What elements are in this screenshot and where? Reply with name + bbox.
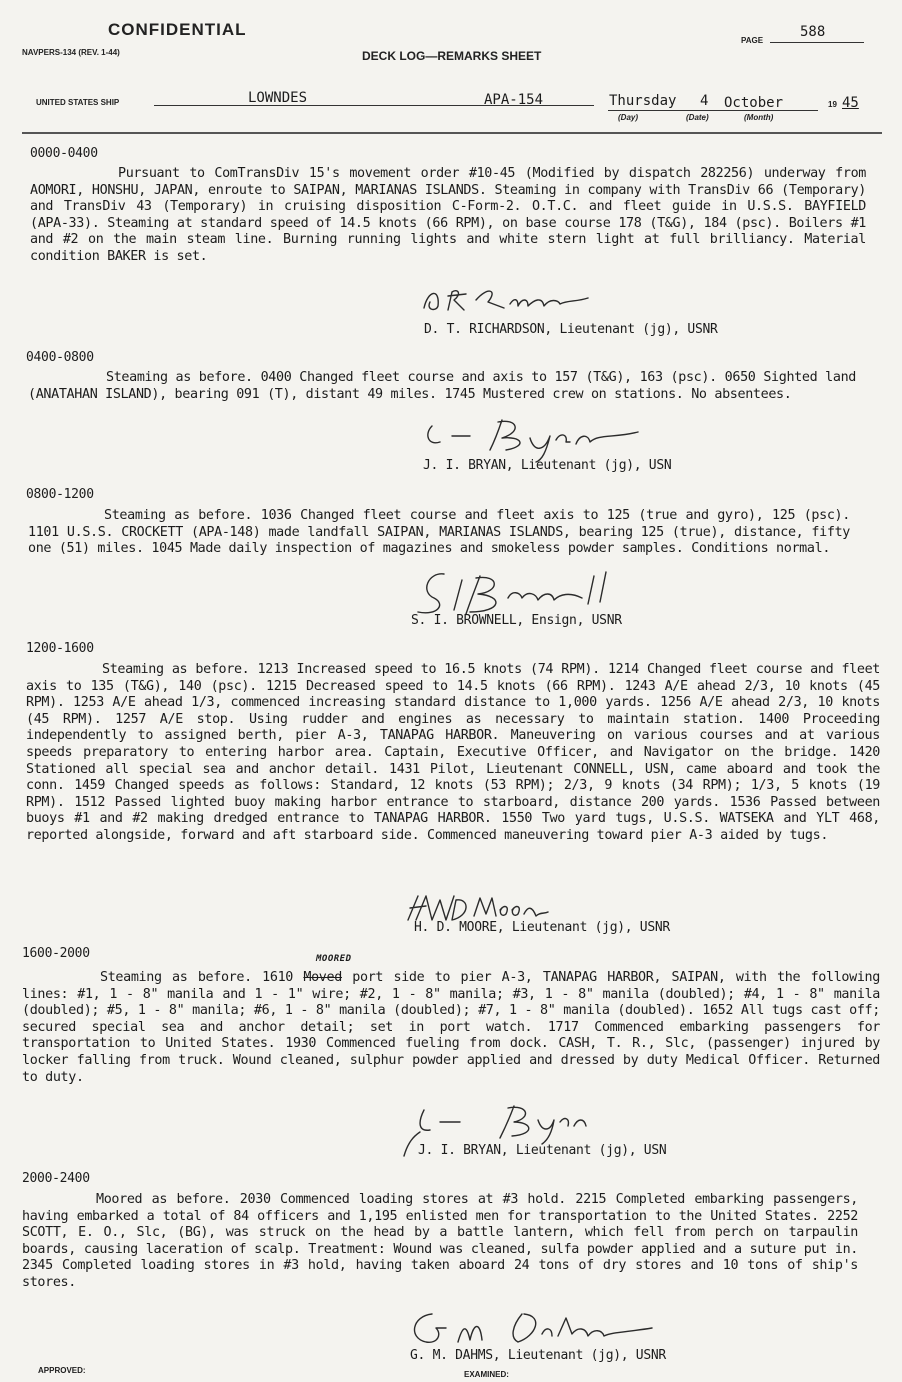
date-caption: (Date) xyxy=(686,113,709,122)
handwritten-correction: MOORED xyxy=(316,954,352,964)
watch-label: 0400-0800 xyxy=(26,350,94,365)
header-rule xyxy=(22,132,882,134)
day-caption: (Day) xyxy=(618,113,639,122)
signature-richardson xyxy=(418,280,608,320)
ship-label: UNITED STATES SHIP xyxy=(36,98,120,107)
officer-signature-block: H. D. MOORE, Lieutenant (jg), USNR xyxy=(414,920,670,935)
classification-label: CONFIDENTIAL xyxy=(108,20,247,39)
year-prefix: 19 xyxy=(828,100,837,109)
watch-label: 1200-1600 xyxy=(26,641,94,656)
signature-dahms xyxy=(402,1306,662,1352)
officer-signature-block: G. M. DAHMS, Lieutenant (jg), USNR xyxy=(410,1348,666,1363)
entry-text: Steaming as before. 1213 Increased speed to 16.5 knots (74 RPM). 1214 Changed fleet course and fleet axis to 135 (T&G), 140 (psc). 1215 Decreased speed to 14.5 knots (66 RPM). 1243 A/E ahead 2/3, 10 knots (45 RPM). 1253 A/E ahead 1/3, commenced increasing standard distance to 1,000 yards. 1256 A/E ahead 2/3, 10 knots (45 RPM). 1257 A/E stop. Using rudder and engines as necessary to maintain station. 1400 Proceeding independently to assigned berth, pier A-3, TANAPAG HARBOR. Maneuvering on various courses and at various speeds preparatory to entering harbor area. Captain, Executive Officer, and Navigator on the bridge. 1420 Stationed all special sea and anchor detail. 1431 Pilot, Lieutenant CONNELL, USN, came aboard and took the conn. 1459 Changed speeds as follows: Standard, 12 knots (53 RPM); 2/3, 9 knots (34 RPM); 1/3, 5 knots (19 RPM). 1512 Passed lighted buoy making harbor entrance to starboard, distance 200 yards. 1536 Passed between buoys #1 and #2 making dredged entrance to TANAPAG HARBOR. 1550 Two yard tugs, U.S.S. WATSEKA and YLT 468, reported alongside, forward and aft starboard side. Commenced maneuvering toward pier A-3 aided by tugs. xyxy=(26,662,880,843)
officer-signature-block: S. I. BROWNELL, Ensign, USNR xyxy=(411,613,622,628)
entry-text: Steaming as before. 1036 Changed fleet course and fleet axis to 125 (true and gyro), 125 (psc). 1101 U.S.S. CROCKETT (APA-148) made landfall SAIPAN, MARIANAS ISLANDS, bearing 125 (true), distance, fifty one (51) miles. 1045 Made daily inspection of magazines and smokeless powder samples. Conditions normal. xyxy=(28,508,850,557)
approved-label: APPROVED: xyxy=(38,1366,86,1375)
page-number: 588 xyxy=(800,24,826,40)
page-number-line xyxy=(770,42,864,43)
entry-text: Moored as before. 2030 Commenced loading stores at #3 hold. 2215 Completed embarking passengers, having embarked a total of 84 officers and 1,195 enlisted men for transportation to the United States. 2252 SCOTT, E. O., Slc, (BG), was struck on the head by a battle lantern, which fell from perch on tarpaulin boards, causing laceration of scalp. Treatment: Wound was cleaned, sulfa powder applied and a suture put in. 2345 Completed loading stores in #3 hold, having taken aboard 24 tons of dry stores and 10 tons of ship's stores. xyxy=(22,1192,858,1290)
officer-signature-block: D. T. RICHARDSON, Lieutenant (jg), USNR xyxy=(424,322,718,337)
ship-name: LOWNDES xyxy=(248,90,308,106)
watch-label: 0800-1200 xyxy=(26,487,94,502)
watch-label: 1600-2000 xyxy=(22,946,90,961)
struck-word: Moved xyxy=(303,970,342,985)
examined-label: EXAMINED: xyxy=(464,1370,509,1379)
day-value: Thursday xyxy=(609,93,677,109)
entry-text xyxy=(22,970,880,1086)
entry-text: Pursuant to ComTransDiv 15's movement order #10-45 (Modified by dispatch 282256) underway from AOMORI, HONSHU, JAPAN, enroute to SAIPAN, MARIANAS ISLANDS. Steaming in company with TransDiv 66 (Temporary) and TransDiv 43 (Temporary) in cruising disposition C-Form-2. O.T.C. and fleet guide in U.S.S. BAYFIELD (APA-33). Steaming at standard speed of 14.5 knots (66 RPM), on base course 178 (T&G), 184 (psc). Boilers #1 and #2 on the main steam line. Burning running lights and white stern light at full brilliancy. Material condition BAKER is set. xyxy=(30,166,866,264)
month-value: October xyxy=(724,95,784,111)
officer-signature-block: J. I. BRYAN, Lieutenant (jg), USN xyxy=(423,458,672,473)
form-number: NAVPERS-134 (REV. 1-44) xyxy=(22,48,120,57)
entry-text-before: Steaming as before. 1610 xyxy=(100,970,294,985)
date-value: 4 xyxy=(700,93,709,109)
entry-text: Steaming as before. 0400 Changed fleet course and axis to 157 (T&G), 163 (psc). 0650 Sighted land (ANATAHAN ISLAND), bearing 091 (T), distant 49 miles. 1745 Mustered crew on stations. No absentees. xyxy=(28,370,856,402)
watch-label: 2000-2400 xyxy=(22,1171,90,1186)
date-line xyxy=(608,110,818,111)
signature-bryan xyxy=(418,412,658,462)
entry-text-after: port side to pier A-3, TANAPAG HARBOR, SAIPAN, with the following lines: #1, 1 - 8" manila and 1 - 1" wire; #2, 1 - 8" manila; #3, 1 - 8" manila (doubled); #4, 1 - 8" manila (doubled); #5, 1 - 8" manila; #6, 1 - 8" manila (doubled); #7, 1 - 8" manila (doubled). 1652 All tugs cast off; secured special sea and anchor detail; set in port watch. 1717 Commenced embarking passengers for transportation to United States. 1930 Commenced fueling from dock. CASH, T. R., Slc, (passenger) injured by locker falling from truck. Wound cleaned, sulphur powder applied and dressed by duty Medical Officer. Returned to duty. xyxy=(22,970,880,1085)
signature-brownell xyxy=(404,562,634,618)
page-title: DECK LOG—REMARKS SHEET xyxy=(362,49,542,63)
officer-signature-block: J. I. BRYAN, Lieutenant (jg), USN xyxy=(418,1143,667,1158)
month-caption: (Month) xyxy=(744,113,774,122)
page-label: PAGE xyxy=(741,36,764,45)
watch-label: 0000-0400 xyxy=(30,146,98,161)
year-suffix: 45 xyxy=(842,95,859,111)
hull-number: APA-154 xyxy=(484,92,544,108)
